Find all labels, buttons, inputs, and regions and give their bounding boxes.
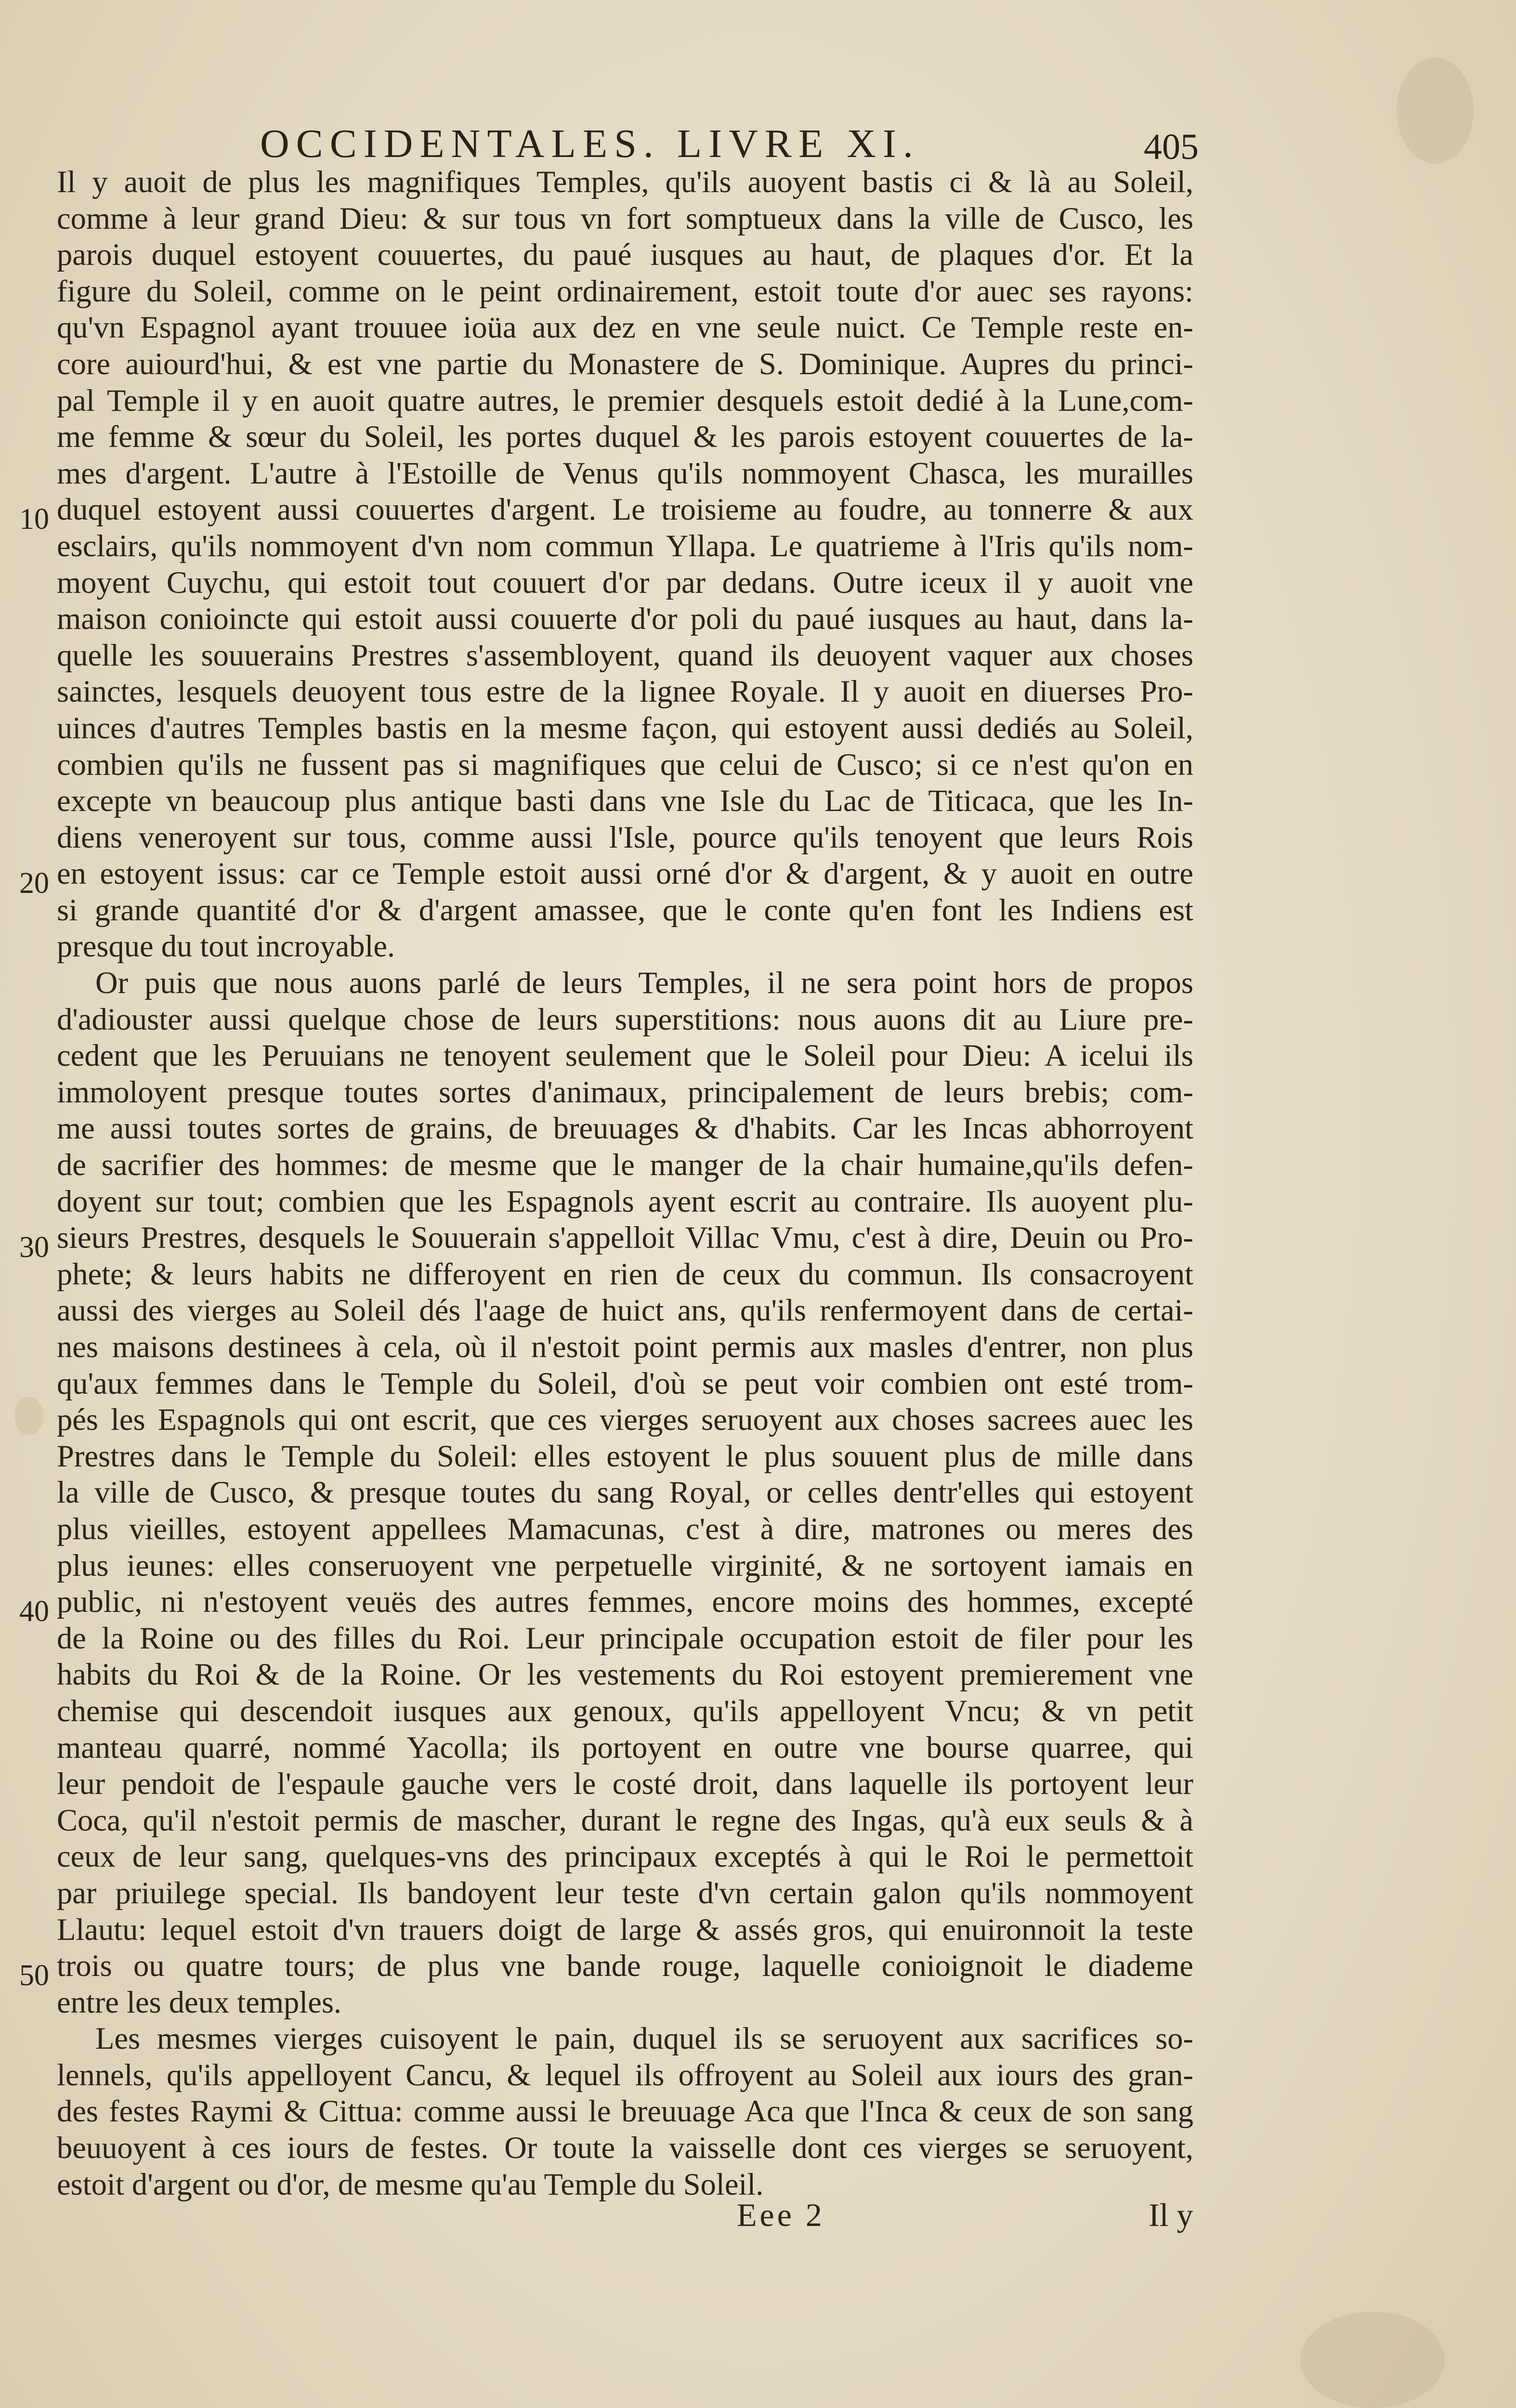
- text-line: moyent Cuychu, qui estoit tout couuert d'or par dedans. Outre iceux il y auoit vne: [57, 565, 1193, 600]
- body-text: [57, 164, 1193, 2202]
- text-line: Or puis que nous auons parlé de leurs Temples, il ne sera point hors de propos: [95, 966, 1193, 1000]
- line-number-margin: 50: [19, 1959, 49, 1992]
- text-line: beuuoyent à ces iours de festes. Or toute la vaisselle dont ces vierges se seruoyent,: [57, 2131, 1193, 2165]
- text-line: sieurs Prestres, desquels le Souuerain s'appelloit Villac Vmu, c'est à dire, Deuin ou Pro-: [57, 1220, 1193, 1255]
- text-line: duquel estoyent aussi couuertes d'argent. Le troisieme au foudre, au tonnerre & aux: [57, 492, 1193, 527]
- text-line: figure du Soleil, comme on le peint ordinairement, estoit toute d'or auec ses rayons:: [57, 274, 1193, 308]
- text-line: de la Roine ou des filles du Roi. Leur principale occupation estoit de filer pour les: [57, 1621, 1193, 1655]
- text-line: plus vieilles, estoyent appellees Mamacunas, c'est à dire, matrones ou meres des: [57, 1511, 1193, 1546]
- text-line: comme à leur grand Dieu: & sur tous vn fort somptueux dans la ville de Cusco, les: [57, 201, 1193, 236]
- line-number-margin: 10: [19, 503, 49, 536]
- text-line: en estoyent issus: car ce Temple estoit aussi orné d'or & d'argent, & y auoit en outre: [57, 856, 1193, 891]
- text-line: core auiourd'hui, & est vne partie du Monastere de S. Dominique. Aupres du princi-: [57, 346, 1193, 381]
- text-line: estoit d'argent ou d'or, de mesme qu'au Temple du Soleil.: [57, 2167, 764, 2201]
- paragraph-3: [57, 2020, 1193, 2202]
- running-head: OCCIDENTALES. LIVRE XI.: [260, 121, 920, 166]
- text-line: Llautu: lequel estoit d'vn trauers doigt de large & assés gros, qui enuironnoit la teste: [57, 1912, 1193, 1947]
- text-line: aussi des vierges au Soleil dés l'aage de huict ans, qu'ils renfermoyent dans de certai-: [57, 1293, 1193, 1328]
- text-line: me aussi toutes sortes de grains, de breuuages & d'habits. Car les Incas abhorroyent: [57, 1111, 1193, 1146]
- text-line: doyent sur tout; combien que les Espagnols ayent escrit au contraire. Ils auoyent plu-: [57, 1184, 1193, 1218]
- text-line: Les mesmes vierges cuisoyent le pain, duquel ils se seruoyent aux sacrifices so-: [95, 2021, 1193, 2056]
- text-line: excepte vn beaucoup plus antique basti dans vne Isle du Lac de Titicaca, que les In-: [57, 784, 1193, 818]
- text-line: Coca, qu'il n'estoit permis de mascher, durant le regne des Ingas, qu'à eux seuls & à: [57, 1803, 1193, 1837]
- paper-stain: [1397, 58, 1474, 164]
- text-line: d'adiouster aussi quelque chose de leurs superstitions: nous auons dit au Liure pre-: [57, 1002, 1193, 1036]
- signature-mark: Eee 2: [737, 2197, 825, 2233]
- text-line: mes d'argent. L'autre à l'Estoille de Venus qu'ils nommoyent Chasca, les murailles: [57, 456, 1193, 490]
- text-line: nes maisons destinees à cela, où il n'estoit point permis aux masles d'entrer, non plus: [57, 1330, 1193, 1364]
- text-line: maison conioincte qui estoit aussi couuerte d'or poli du paué iusques au haut, dans la-: [57, 602, 1193, 636]
- text-line: combien qu'ils ne fussent pas si magnifiques que celui de Cusco; si ce n'est qu'on en: [57, 747, 1193, 782]
- text-line: uinces d'autres Temples bastis en la mesme façon, qui estoyent aussi dediés au Soleil,: [57, 710, 1193, 745]
- text-line: si grande quantité d'or & d'argent amassee, que le conte qu'en font les Indiens est: [57, 892, 1193, 927]
- text-line: sainctes, lesquels deuoyent tous estre de la lignee Royale. Il y auoit en diuerses Pro-: [57, 674, 1193, 709]
- paper-stain: [1300, 2312, 1445, 2408]
- text-line: plus ieunes: elles conseruoyent vne perpetuelle virginité, & ne sortoyent iamais en: [57, 1548, 1193, 1583]
- text-line: diens veneroyent sur tous, comme aussi l'Isle, pource qu'ils tenoyent que leurs Rois: [57, 820, 1193, 854]
- text-line: Prestres dans le Temple du Soleil: elles estoyent le plus souuent plus de mille dans: [57, 1439, 1193, 1473]
- text-line: me femme & sœur du Soleil, les portes duquel & les parois estoyent couuertes de la-: [57, 419, 1193, 454]
- text-line: parois duquel estoyent couuertes, du paué iusques au haut, de plaques d'or. Et la: [57, 237, 1193, 272]
- text-line: chemise qui descendoit iusques aux genoux, qu'ils appelloyent Vncu; & vn petit: [57, 1693, 1193, 1728]
- text-line: entre les deux temples.: [57, 1985, 342, 2019]
- text-line: par priuilege special. Ils bandoyent leur teste d'vn certain galon qu'ils nommoyent: [57, 1875, 1193, 1910]
- text-line: de sacrifier des hommes: de mesme que le manger de la chair humaine,qu'ils defen-: [57, 1148, 1193, 1182]
- text-line: pés les Espagnols qui ont escrit, que ces vierges seruoyent aux choses sacrees auec les: [57, 1402, 1193, 1437]
- paragraph-1: [57, 164, 1193, 965]
- line-number-margin: 30: [19, 1231, 49, 1264]
- text-line: pal Temple il y en auoit quatre autres, le premier desquels estoit dedié à la Lune,com-: [57, 383, 1193, 418]
- text-line: qu'aux femmes dans le Temple du Soleil, d'où se peut voir combien ont esté trom-: [57, 1366, 1193, 1400]
- text-line: Il y auoit de plus les magnifiques Temples, qu'ils auoyent bastis ci & là au Soleil,: [57, 165, 1193, 199]
- paragraph-2: [57, 965, 1193, 2020]
- text-line: manteau quarré, nommé Yacolla; ils portoyent en outre vne bourse quarree, qui: [57, 1730, 1193, 1765]
- text-line: presque du tout incroyable.: [57, 929, 395, 964]
- text-line: la ville de Cusco, & presque toutes du sang Royal, or celles dentr'elles qui estoyent: [57, 1475, 1193, 1510]
- text-line: leur pendoit de l'espaule gauche vers le costé droit, dans laquelle ils portoyent leur: [57, 1767, 1193, 1801]
- line-number-margin: 40: [19, 1595, 49, 1628]
- text-line: quelle les souuerains Prestres s'assembloyent, quand ils deuoyent vaquer aux choses: [57, 638, 1193, 672]
- text-line: immoloyent presque toutes sortes d'animaux, principalement de leurs brebis; com-: [57, 1074, 1193, 1109]
- text-line: public, ni n'estoyent veuës des autres femmes, encore moins des hommes, excepté: [57, 1584, 1193, 1619]
- paper-stain: [14, 1397, 43, 1435]
- text-line: esclairs, qu'ils nommoyent d'vn nom commun Yllapa. Le quatrieme à l'Iris qu'ils nom-: [57, 528, 1193, 563]
- text-line: ceux de leur sang, quelques-vns des principaux exceptés à qui le Roi le permettoit: [57, 1839, 1193, 1874]
- text-line: phete; & leurs habits ne differoyent en rien de ceux du commun. Ils consacroyent: [57, 1256, 1193, 1291]
- text-line: cedent que les Peruuians ne tenoyent seulement que le Soleil pour Dieu: A icelui ils: [57, 1038, 1193, 1073]
- page-number: 405: [1144, 127, 1199, 167]
- text-line: trois ou quatre tours; de plus vne bande rouge, laquelle conioignoit le diademe: [57, 1949, 1193, 1983]
- line-number-margin: 20: [19, 867, 49, 900]
- text-line: des festes Raymi & Cittua: comme aussi le breuuage Aca que l'Inca & ceux de son sang: [57, 2094, 1193, 2129]
- text-line: qu'vn Espagnol ayant trouuee ioüa aux dez en vne seule nuict. Ce Temple reste en-: [57, 310, 1193, 345]
- text-line: habits du Roi & de la Roine. Or les vestements du Roi estoyent premierement vne: [57, 1657, 1193, 1692]
- text-line: lennels, qu'ils appelloyent Cancu, & lequel ils offroyent au Soleil aux iours des gran-: [57, 2057, 1193, 2092]
- catchword: Il y: [1149, 2197, 1193, 2233]
